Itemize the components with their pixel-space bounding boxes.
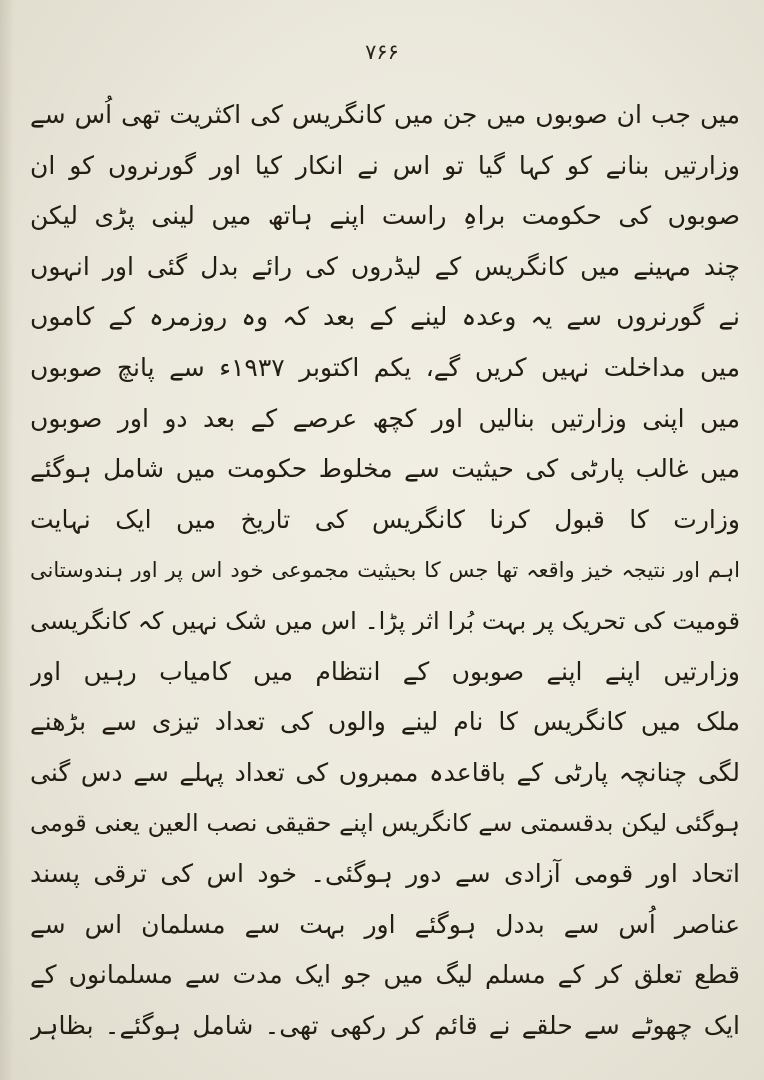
text-line: میں غالب پارٹی کی حیثیت سے مخلوط حکومت میں شامل ہوگئے <box>30 454 740 484</box>
text-line: قطع تعلق کر کے مسلم لیگ میں جو ایک مدت سے مسلمانوں کے <box>30 960 740 990</box>
text-line: عناصر اُس سے بددل ہوگئے اور بہت سے مسلمان اس سے <box>30 909 740 939</box>
text-line: میں مداخلت نہیں کریں گے، یکم اکتوبر ۱۹۳۷ء سے پانچ صوبوں <box>30 352 740 382</box>
text-line: چند مہینے میں کانگریس کے لیڈروں کی رائے بدل گئی اور انہوں <box>30 251 740 281</box>
text-line: نے گورنروں سے یہ وعدہ لینے کے بعد کہ وہ روزمرہ کے کاموں <box>30 302 740 332</box>
text-line: لگی چنانچہ پارٹی کے باقاعدہ ممبروں کی تعداد پہلے سے دس گنی <box>30 757 740 787</box>
text-line: اہم اور نتیجہ خیز واقعہ تھا جس کا بحیثیت مجموعی خود اس پر اور ہندوستانی <box>30 558 740 583</box>
text-line: اتحاد اور قومی آزادی سے دور ہوگئی۔ خود اس کی ترقی پسند <box>30 858 740 888</box>
text-line: وزارتیں اپنے اپنے صوبوں کے انتظام میں کامیاب رہیں اور <box>30 656 740 686</box>
text-line: ہوگئی لیکن بدقسمتی سے کانگریس اپنے حقیقی نصب العین یعنی قومی <box>30 809 740 838</box>
text-line: میں اپنی وزارتیں بنالیں اور کچھ عرصے کے بعد دو اور صوبوں <box>30 403 740 433</box>
urdu-text-block <box>30 90 740 1051</box>
text-line: میں جب ان صوبوں میں جن میں کانگریس کی اکثریت تھی اُس سے <box>30 100 740 129</box>
text-line: قومیت کی تحریک پر بہت بُرا اثر پڑا۔ اس میں شک نہیں کہ کانگریسی <box>30 606 740 635</box>
text-line: وزارتیں بنانے کو کہا گیا تو اس نے انکار کیا اور گورنروں کو ان <box>30 150 740 180</box>
text-line: ملک میں کانگریس کا نام لینے والوں کی تعداد تیزی سے بڑھنے <box>30 707 740 737</box>
text-line: ایک چھوٹے سے حلقے نے قائم کر رکھی تھی۔ شامل ہوگئے۔ بظاہر <box>30 1010 740 1040</box>
text-line: صوبوں کی حکومت براہِ راست اپنے ہاتھ میں لینی پڑی لیکن <box>30 201 740 231</box>
page-number: ۷۶۶ <box>365 40 399 64</box>
text-line: وزارت کا قبول کرنا کانگریس کی تاریخ میں ایک نہایت <box>30 504 740 534</box>
